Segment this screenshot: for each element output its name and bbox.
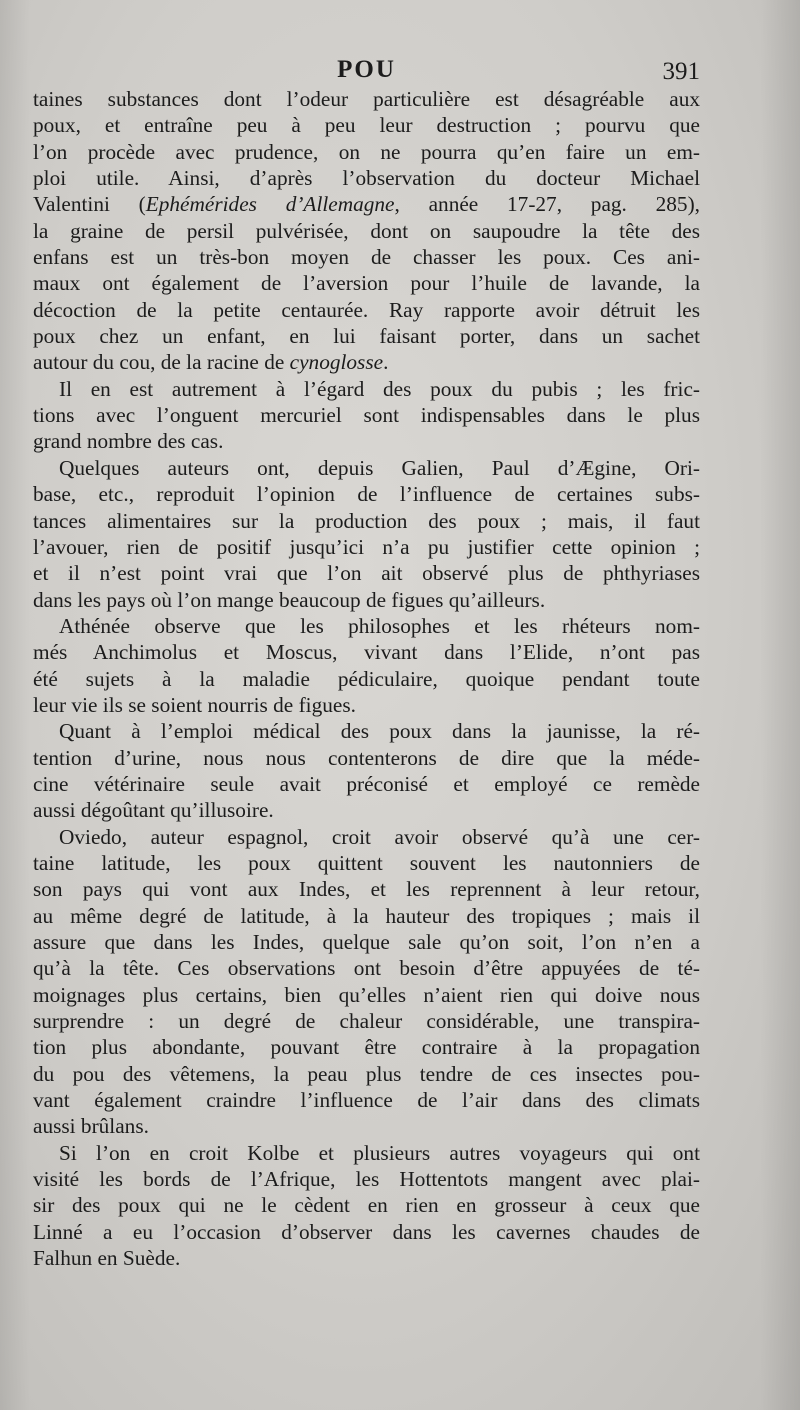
text-run: l’avouer, rien de positif jusqu’ici n’a pu justifier cette opinion ;	[33, 534, 700, 559]
text-line	[33, 666, 700, 692]
text-run: décoction de la petite centaurée. Ray rapporte avoir détruit les	[33, 297, 700, 322]
text-line	[33, 955, 700, 981]
text-line	[33, 745, 700, 771]
text-run: moignages plus certains, bien qu’elles n’aient rien qui doive nous	[33, 982, 700, 1007]
text-line	[33, 428, 700, 454]
text-line	[33, 1087, 700, 1113]
text-line	[33, 508, 700, 534]
text-line	[33, 639, 700, 665]
page-gutter-shadow	[0, 0, 30, 1410]
text-line	[33, 191, 700, 217]
text-run: taine latitude, les poux quittent souvent les nautonniers de	[33, 850, 700, 875]
text-line	[33, 349, 700, 375]
text-run: autour du cou, de la racine de	[33, 350, 290, 375]
text-line	[33, 1245, 700, 1271]
text-run: més Anchimolus et Moscus, vivant dans l’Elide, n’ont pas	[33, 640, 700, 665]
text-run: taines substances dont l’odeur particulière est désagréable aux	[33, 87, 700, 111]
text-line	[33, 1140, 700, 1166]
text-line	[33, 1166, 700, 1192]
text-run: Il en est autrement à l’égard des poux du pubis ; les fric-	[59, 376, 700, 401]
text-line	[33, 850, 700, 876]
text-run: aussi dégoûtant qu’illusoire.	[33, 798, 274, 823]
text-run: et il n’est point vrai que l’on ait observé plus de phthyriases	[33, 561, 700, 586]
text-line	[33, 270, 700, 296]
text-run: été sujets à la maladie pédiculaire, quoique pendant toute	[33, 666, 700, 691]
text-run: cine vétérinaire seule avait préconisé et employé ce remède	[33, 771, 700, 796]
text-line	[33, 771, 700, 797]
text-line	[33, 481, 700, 507]
text-line	[33, 402, 700, 428]
text-line	[33, 534, 700, 560]
page-number: 391	[662, 58, 700, 85]
text-run: la graine de persil pulvérisée, dont on saupoudre la tête des	[33, 218, 700, 243]
text-line	[33, 1008, 700, 1034]
text-run: leur vie ils se soient nourris de figues.	[33, 692, 356, 717]
text-run: .	[383, 350, 389, 375]
text-run: qu’à la tête. Ces observations ont besoin d’être appuyées de té-	[33, 956, 700, 981]
text-run: tion plus abondante, pouvant être contraire à la propagation	[33, 1035, 700, 1060]
text-line	[33, 982, 700, 1008]
text-run: enfans est un très-bon moyen de chasser les poux. Ces ani-	[33, 245, 700, 270]
text-line	[33, 876, 700, 902]
text-line	[33, 297, 700, 323]
text-run: tions avec l’onguent mercuriel sont indispensables dans le plus	[33, 403, 700, 428]
text-run: l’on procède avec prudence, on ne pourra qu’en faire un em-	[33, 139, 700, 164]
text-run: Si l’on en croit Kolbe et plusieurs autres voyageurs qui ont	[59, 1140, 700, 1165]
text-line	[33, 587, 700, 613]
text-run: Linné a eu l’occasion d’observer dans les cavernes chaudes de	[33, 1219, 700, 1244]
text-run: , année 17-27, pag. 285),	[394, 192, 700, 217]
text-run: Falhun en Suède.	[33, 1246, 181, 1271]
text-line	[33, 455, 700, 481]
text-line	[33, 1192, 700, 1218]
text-run: Oviedo, auteur espagnol, croit avoir observé qu’à une cer-	[59, 824, 700, 849]
text-line	[33, 139, 700, 165]
text-run: base, etc., reproduit l’opinion de l’influence de certaines subs-	[33, 482, 700, 507]
text-run: tention d’urine, nous nous contenterons de dire que la méde-	[33, 745, 700, 770]
text-line	[33, 797, 700, 823]
text-run: dans les pays où l’on mange beaucoup de figues qu’ailleurs.	[33, 587, 546, 612]
text-line	[33, 903, 700, 929]
text-run: tances alimentaires sur la production des poux ; mais, il faut	[33, 508, 700, 533]
text-line	[33, 165, 700, 191]
text-run: Valentini (	[33, 192, 146, 217]
text-line	[33, 613, 700, 639]
text-run: aussi brûlans.	[33, 1114, 149, 1139]
text-run: maux ont également de l’aversion pour l’huile de lavande, la	[33, 271, 700, 296]
text-run: du pou des vêtemens, la peau plus tendre de ces insectes pou-	[33, 1061, 700, 1086]
text-run: surprendre : un degré de chaleur considérable, une transpira-	[33, 1009, 700, 1034]
text-line	[33, 692, 700, 718]
text-run: ploi utile. Ainsi, d’après l’observation du docteur Michael	[33, 166, 700, 191]
text-line	[33, 244, 700, 270]
page-edge-shadow	[760, 0, 800, 1410]
text-run: poux, et entraîne peu à peu leur destruction ; pourvu que	[33, 113, 700, 138]
text-run: grand nombre des cas.	[33, 429, 224, 454]
text-line	[33, 929, 700, 955]
text-run: au même degré de latitude, à la hauteur des tropiques ; mais il	[33, 903, 700, 928]
text-line	[33, 1219, 700, 1245]
text-line	[33, 376, 700, 402]
text-line	[33, 1034, 700, 1060]
italic-text: cynoglosse	[289, 350, 384, 375]
text-line	[33, 560, 700, 586]
text-run: poux chez un enfant, en lui faisant porter, dans un sachet	[33, 324, 700, 349]
text-run: Athénée observe que les philosophes et les rhéteurs nom-	[59, 613, 700, 638]
text-run: Quant à l’emploi médical des poux dans la jaunisse, la ré-	[59, 719, 700, 744]
text-line	[33, 86, 700, 112]
text-run: visité les bords de l’Afrique, les Hottentots mangent avec plai-	[33, 1167, 700, 1192]
text-line	[33, 218, 700, 244]
text-run: vant également craindre l’influence de l’air dans des climats	[33, 1088, 700, 1113]
text-run: sir des poux qui ne le cèdent en rien en grosseur à ceux que	[33, 1193, 700, 1218]
text-line	[33, 824, 700, 850]
text-run: Quelques auteurs ont, depuis Galien, Paul d’Ægine, Ori-	[59, 455, 700, 480]
text-line	[33, 112, 700, 138]
text-line	[33, 718, 700, 744]
text-line	[33, 1061, 700, 1087]
body-text	[33, 86, 700, 1271]
text-run: son pays qui vont aux Indes, et les reprennent à leur retour,	[33, 877, 700, 902]
text-line	[33, 1113, 700, 1139]
italic-text: Ephémérides d’Allemagne	[145, 192, 395, 217]
running-head: POU	[337, 56, 396, 83]
text-line	[33, 323, 700, 349]
text-run: assure que dans les Indes, quelque sale qu’on soit, l’on n’en a	[33, 930, 700, 954]
